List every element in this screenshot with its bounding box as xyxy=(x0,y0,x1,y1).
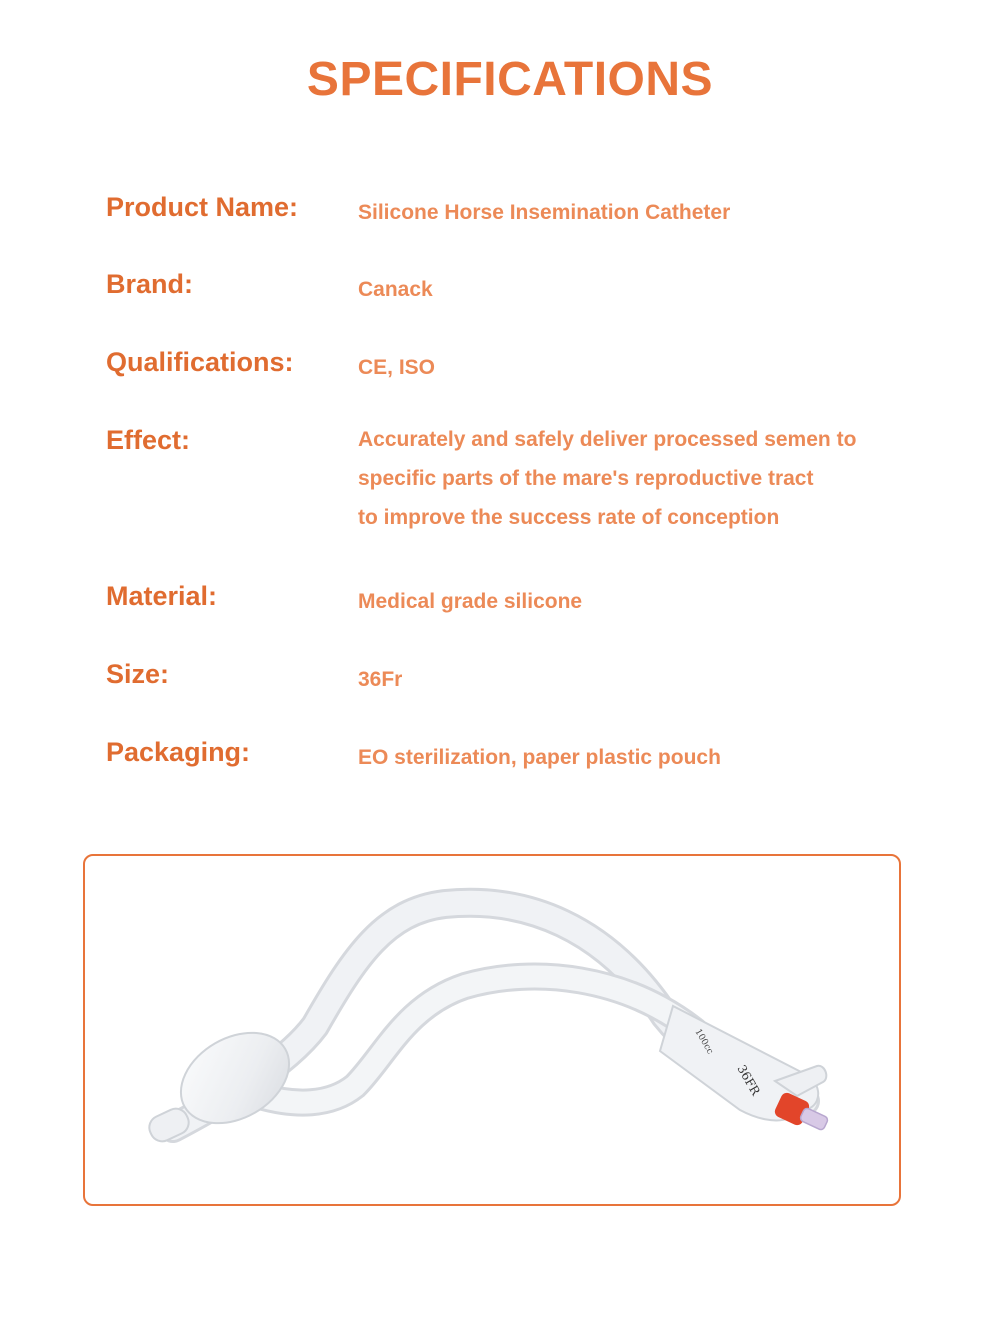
spec-value: Silicone Horse Insemination Catheter xyxy=(358,201,731,224)
spec-value: Canack xyxy=(358,278,433,301)
spec-label: Effect: xyxy=(106,425,191,455)
spec-label: Qualifications: xyxy=(106,347,294,377)
marking-100cc: 100cc xyxy=(692,1027,715,1057)
spec-label: Brand: xyxy=(106,269,193,299)
spec-value: Medical grade silicone xyxy=(358,590,583,613)
product-image-frame xyxy=(83,854,901,1206)
spec-label: Product Name: xyxy=(106,192,299,222)
page-title: SPECIFICATIONS xyxy=(306,53,714,106)
spec-value: EO sterilization, paper plastic pouch xyxy=(358,746,721,769)
spec-label: Material: xyxy=(106,581,218,611)
spec-value: CE, ISO xyxy=(358,356,436,379)
spec-label: Packaging: xyxy=(106,737,251,767)
catheter-illustration xyxy=(85,856,903,1208)
spec-label: Size: xyxy=(106,659,170,689)
marking-36fr: 36FR xyxy=(734,1062,763,1098)
spec-value: 36Fr xyxy=(358,668,403,691)
spec-value: Accurately and safely deliver processed semen to specific parts of the mare's reproductive tract to improve the success rate of conception xyxy=(358,428,857,529)
catheter-valve-tip xyxy=(799,1107,828,1131)
